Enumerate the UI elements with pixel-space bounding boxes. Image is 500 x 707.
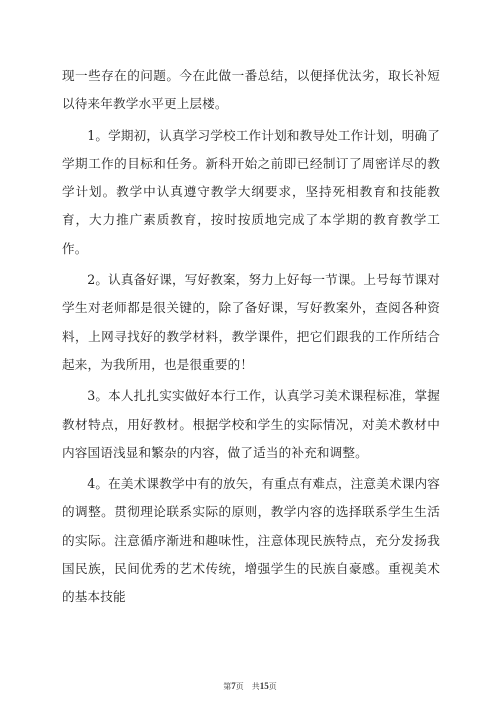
paragraph-2: 2。认真备好课，写好教案，努力上好每一节课。上号每节课对学生对老师都是很关键的，除了备好课，写好教案外，查阅各种资料，上网寻找好的教学材料，教学课件，把它们跟我的工作所结合起来，为我所用，也是很重要的！ bbox=[62, 272, 440, 372]
document-body bbox=[62, 62, 440, 612]
paragraph-4: 4。在美术课教学中有的放矢，有重点有难点，注意美术课内容的调整。贯彻理论联系实际的原则，教学内容的选择联系学生生活的实际。注意循序渐进和趣味性，注意体现民族特点，充分发扬我国民族，民间优秀的艺术传统，增强学生的民族自豪感。重视美术的基本技能 bbox=[62, 476, 440, 605]
page-current: 7 bbox=[231, 681, 236, 691]
paragraph-1: 1。学期初，认真学习学校工作计划和教导处工作计划，明确了学期工作的目标和任务。新科开始之前即已经制订了周密详尽的教学计划。教学中认真遵守教学大纲要求，坚持死相教育和技能教育，大力推广素质教育，按时按质地完成了本学期的教育教学工作。 bbox=[62, 127, 440, 256]
total-prefix: 共 bbox=[251, 682, 260, 691]
paragraph-3: 3。本人扎扎实实做好本行工作，认真学习美术课程标准，掌握教材特点，用好教材。根据学校和学生的实际情况，对美术教材中内容国语浅显和繁杂的内容，做了适当的补充和调整。 bbox=[62, 388, 440, 460]
paragraph-0: 现一些存在的问题。今在此做一番总结，以便择优汰劣，取长补短以待来年教学水平更上层楼。 bbox=[62, 68, 440, 112]
page-prefix: 第 bbox=[223, 682, 232, 691]
total-suffix: 页 bbox=[268, 682, 277, 691]
page-suffix: 页 bbox=[235, 682, 244, 691]
page-footer bbox=[0, 681, 500, 692]
page-total: 15 bbox=[259, 681, 269, 691]
